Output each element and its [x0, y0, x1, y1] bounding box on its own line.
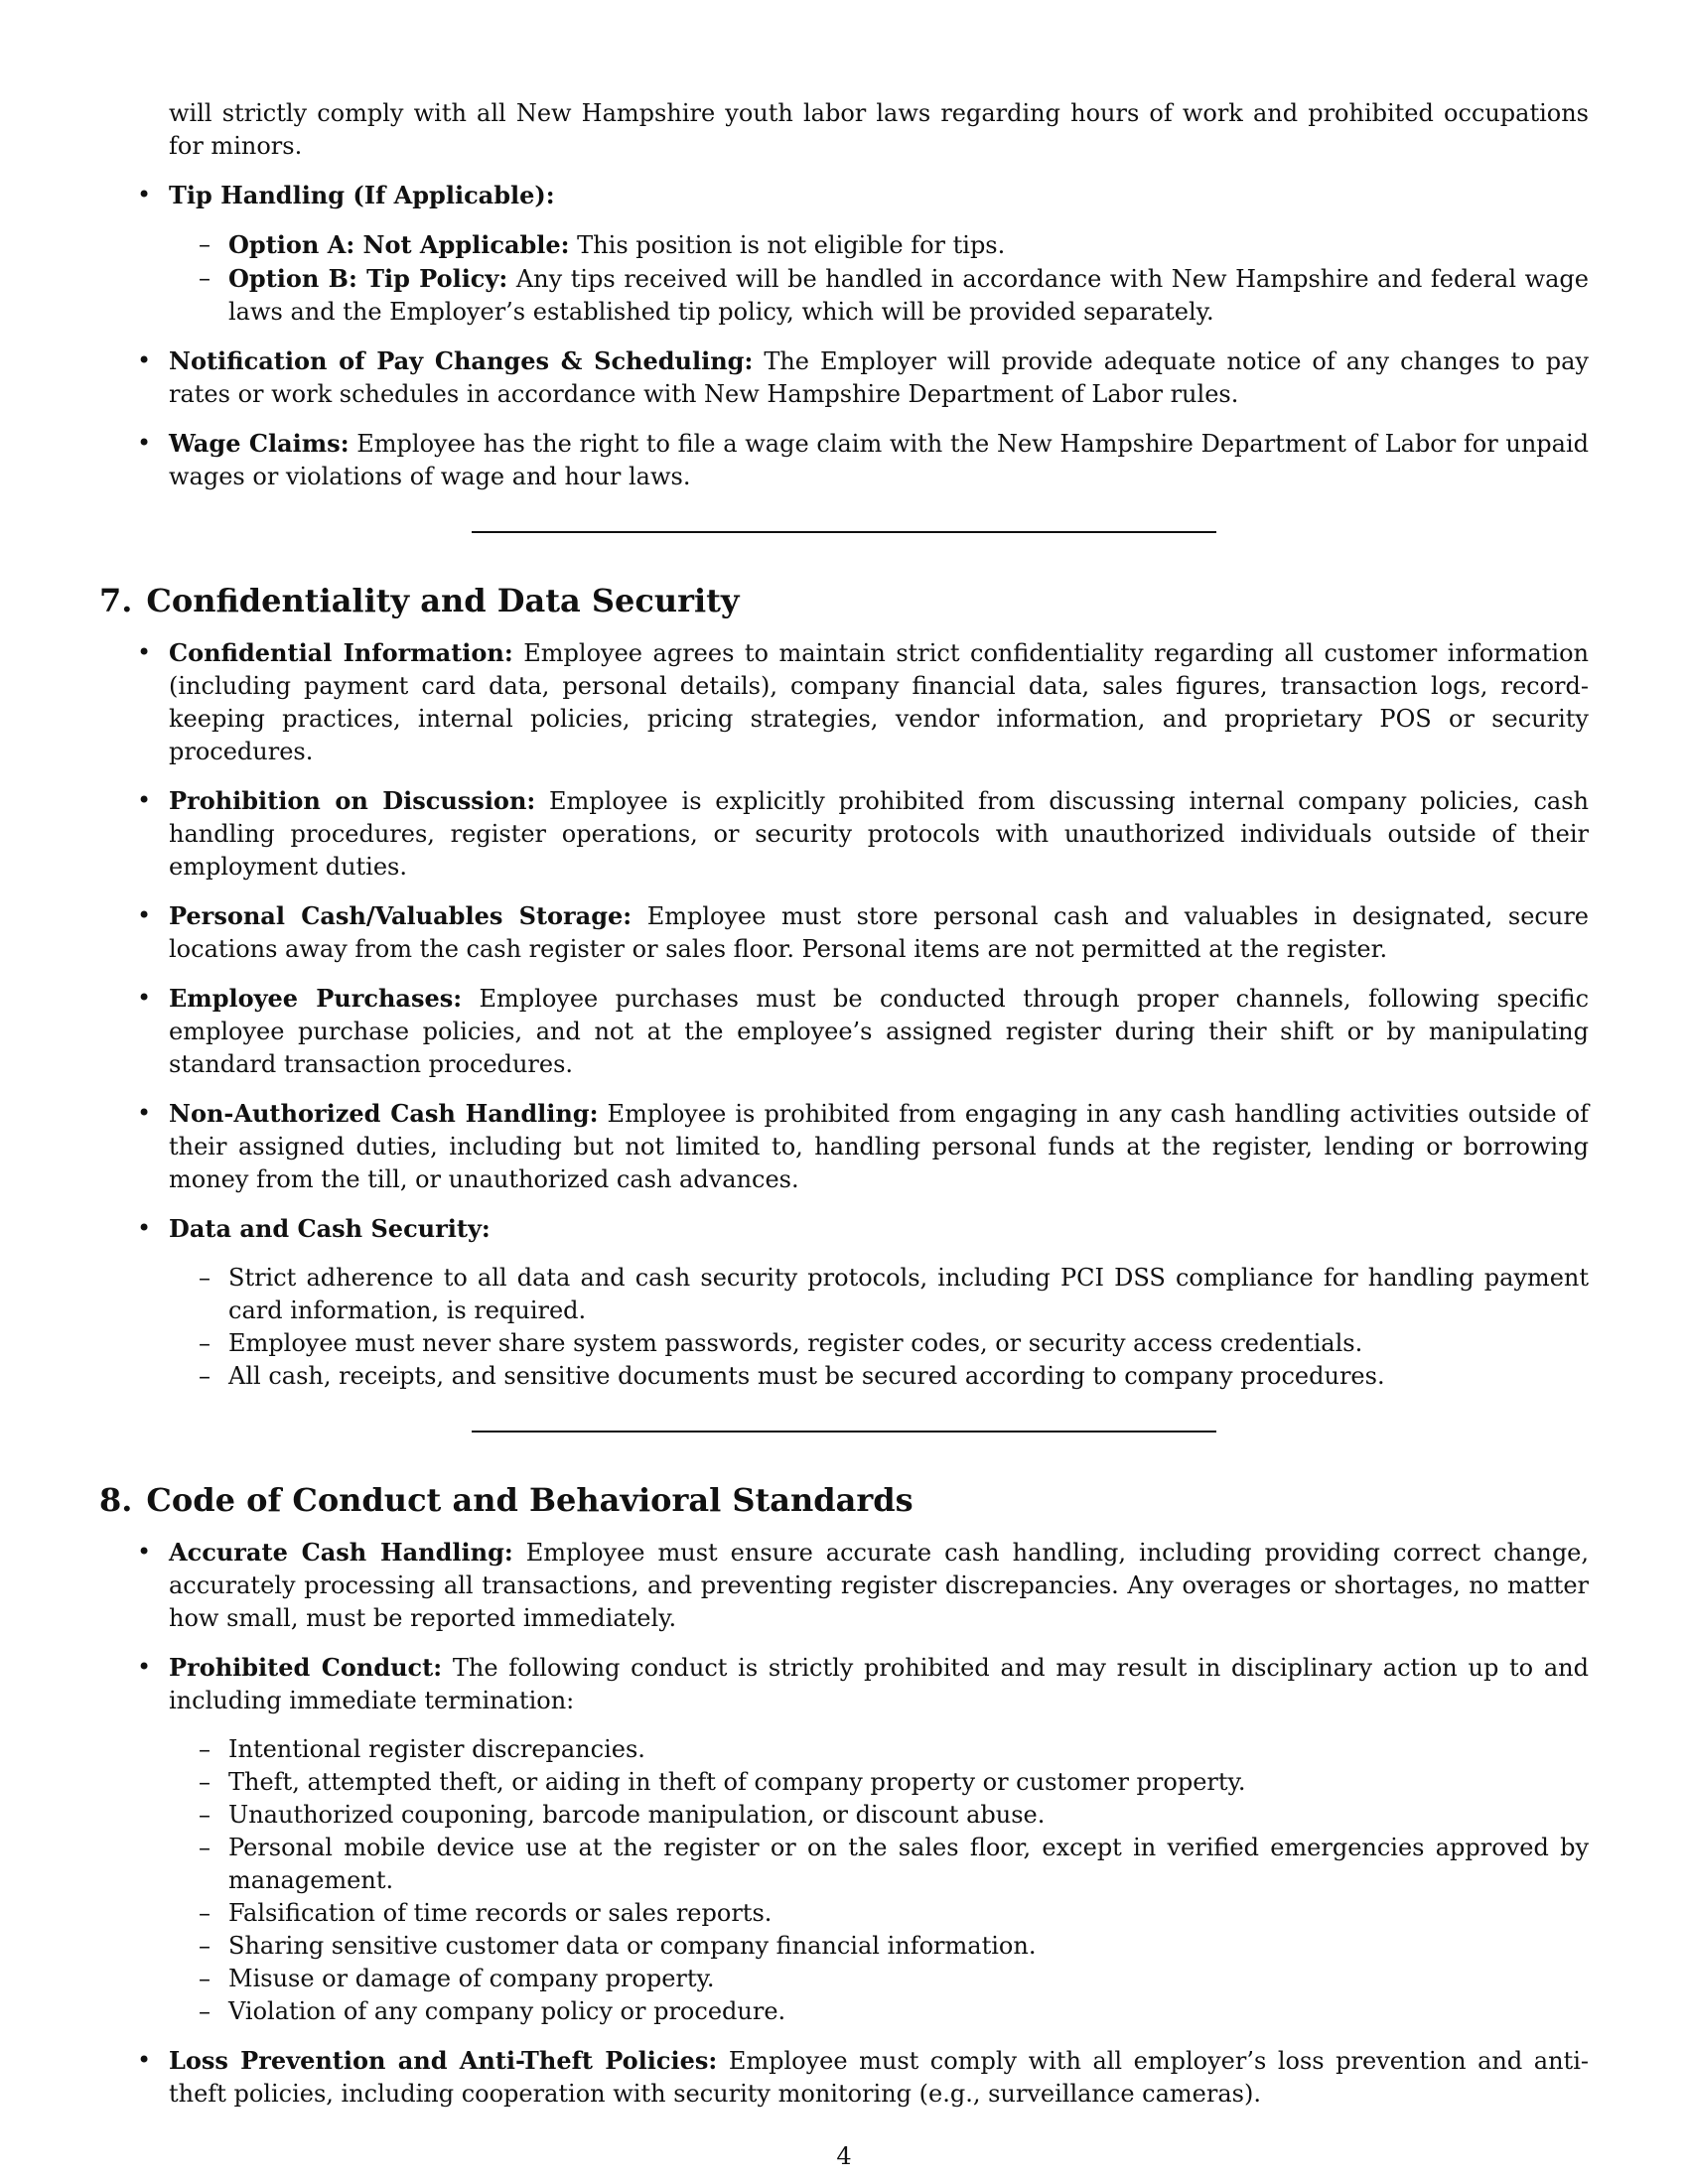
sub-item: – All cash, receipts, and sensitive documents must be secured according to company procedures.	[228, 1360, 1589, 1393]
section-divider	[472, 1431, 1216, 1433]
item-text: The Employer will provide adequate notice of any changes to pay rates or work schedules in accordance with New Hampshire Department of Labor rules.	[169, 347, 1589, 408]
item-text: Employee has the right to file a wage claim with the New Hampshire Department of Labor for unpaid wages or violations of wage and hour laws.	[169, 430, 1590, 490]
item-lead: Notification of Pay Changes & Scheduling:	[169, 346, 754, 375]
list-item-data-and-cash-security	[169, 1212, 1589, 1393]
sub-item-text: This position is not eligible for tips.	[569, 231, 1006, 259]
list-item-wage-claims	[169, 427, 1589, 493]
list-item-non-authorized-cash-handling	[169, 1097, 1589, 1196]
tip-options-list	[169, 228, 1589, 329]
security-rules-list	[169, 1262, 1589, 1393]
section-6-list	[99, 179, 1589, 493]
page-number: 4	[836, 2142, 852, 2170]
item-lead: Accurate Cash Handling:	[169, 1538, 513, 1567]
item-text: Employee is prohibited from engaging in any cash handling activities outside of their assigned duties, including but not limited to, handling personal funds at the register, lending or borrowing money from the till, or unauthorized cash advances.	[169, 1100, 1590, 1193]
item-text: Employee must comply with all employer’s loss prevention and anti-theft policies, including cooperation with security monitoring (e.g., surveillance cameras).	[169, 2047, 1589, 2108]
sub-item: – Intentional register discrepancies.	[228, 1733, 1589, 1766]
sub-item: – Falsification of time records or sales reports.	[228, 1897, 1589, 1930]
section-7-heading	[99, 581, 1589, 620]
sub-item-text: Any tips received will be handled in accordance with New Hampshire and federal wage laws and the Employer’s established tip policy, which will be provided separately.	[228, 265, 1589, 326]
sub-item: – Violation of any company policy or procedure.	[228, 1995, 1589, 2028]
list-item-employee-purchases	[169, 982, 1589, 1081]
item-text: Employee agrees to maintain strict confidentiality regarding all customer information (including payment card data, personal details), company financial data, sales figures, transaction logs, record-keeping practices, internal policies, pricing strategies, vendor information, and proprietary POS or security procedures.	[169, 639, 1589, 765]
item-lead: Wage Claims:	[169, 429, 350, 458]
list-item-tip-handling	[169, 179, 1589, 329]
sub-item: – Employee must never share system passwords, register codes, or security access credentials.	[228, 1327, 1589, 1360]
section-number: 7.	[99, 582, 133, 619]
item-lead: Prohibition on Discussion:	[169, 786, 536, 815]
section-8-heading	[99, 1480, 1589, 1520]
list-item-pay-changes	[169, 344, 1589, 411]
section-8-list	[99, 1536, 1589, 2111]
list-item-prohibited-conduct	[169, 1651, 1589, 2028]
sub-item-option-a	[228, 228, 1589, 262]
item-lead: Confidential Information:	[169, 638, 513, 667]
list-item-personal-cash-storage	[169, 899, 1589, 966]
item-lead: Tip Handling (If Applicable):	[169, 181, 555, 209]
list-item-prohibition-on-discussion	[169, 784, 1589, 884]
item-text: Employee must store personal cash and valuables in designated, secure locations away from the cash register or sales floor. Personal items are not permitted at the register.	[169, 902, 1589, 963]
item-text: Employee is explicitly prohibited from discussing internal company policies, cash handling procedures, register operations, or security protocols with unauthorized individuals outside of their employment duties.	[169, 787, 1589, 881]
section-title: Confidentiality and Data Security	[146, 582, 740, 619]
section-title: Code of Conduct and Behavioral Standards	[146, 1481, 914, 1519]
sub-item-lead: Option A: Not Applicable:	[228, 230, 570, 259]
section-7-list	[99, 636, 1589, 1393]
sub-item: – Sharing sensitive customer data or company financial information.	[228, 1930, 1589, 1963]
item-lead: Personal Cash/Valuables Storage:	[169, 901, 633, 930]
continued-paragraph: will strictly comply with all New Hampshire youth labor laws regarding hours of work and prohibited occupations for minors.	[169, 99, 1589, 160]
item-lead: Non-Authorized Cash Handling:	[169, 1099, 599, 1128]
item-text: Employee must ensure accurate cash handling, including providing correct change, accurately processing all transactions, and preventing register discrepancies. Any overages or shortages, no matter how small, must be reported immediately.	[169, 1539, 1590, 1632]
sub-item: – Theft, attempted theft, or aiding in theft of company property or customer property.	[228, 1766, 1589, 1799]
list-item-accurate-cash-handling	[169, 1536, 1589, 1635]
item-text: The following conduct is strictly prohibited and may result in disciplinary action up to and including immediate termination:	[169, 1654, 1589, 1714]
section-number: 8.	[99, 1481, 133, 1519]
item-lead: Prohibited Conduct:	[169, 1653, 443, 1682]
item-lead: Loss Prevention and Anti-Theft Policies:	[169, 2046, 718, 2075]
sub-item: – Misuse or damage of company property.	[228, 1963, 1589, 1995]
list-item-loss-prevention	[169, 2044, 1589, 2111]
sub-item: – Unauthorized couponing, barcode manipulation, or discount abuse.	[228, 1799, 1589, 1832]
section-divider	[472, 531, 1216, 533]
sub-item: – Strict adherence to all data and cash security protocols, including PCI DSS compliance for handling payment card information, is required.	[228, 1262, 1589, 1327]
sub-item-lead: Option B: Tip Policy:	[228, 264, 508, 293]
prohibited-conduct-list	[169, 1733, 1589, 2028]
sub-item: – Personal mobile device use at the register or on the sales floor, except in verified emergencies approved by management.	[228, 1832, 1589, 1897]
item-lead: Data and Cash Security:	[169, 1214, 491, 1243]
item-lead: Employee Purchases:	[169, 984, 463, 1013]
page-content	[99, 97, 1589, 2111]
sub-item-option-b	[228, 262, 1589, 329]
list-item-confidential-information	[169, 636, 1589, 768]
item-text: Employee purchases must be conducted through proper channels, following specific employee purchase policies, and not at the employee’s assigned register during their shift or by manipulating standard transaction procedures.	[169, 985, 1590, 1078]
